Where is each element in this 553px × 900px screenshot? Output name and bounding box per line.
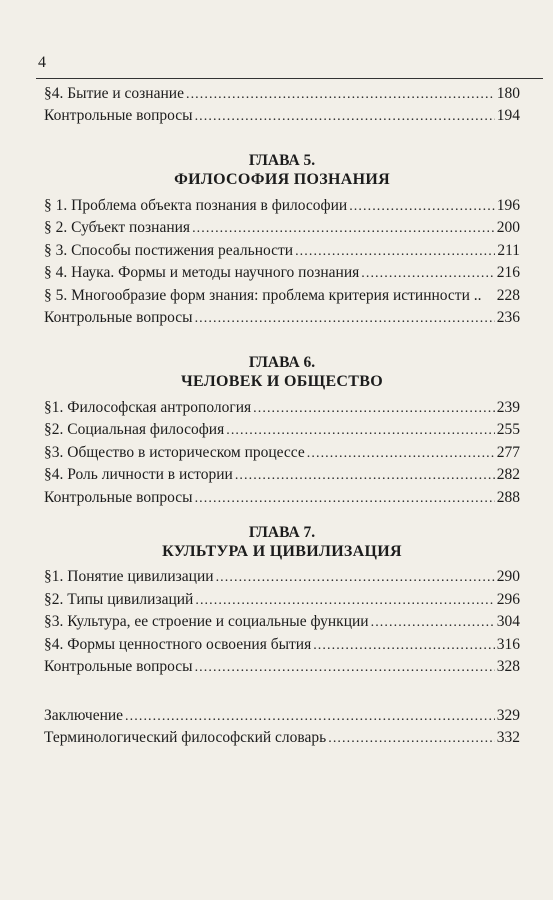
- toc-entry-page: 316: [496, 635, 520, 653]
- toc-entry[interactable]: [44, 417, 520, 440]
- toc-leader: [195, 311, 495, 327]
- toc-entry[interactable]: [44, 215, 520, 238]
- chapter-7-heading: ГЛАВА 7.: [248, 523, 316, 541]
- chapter-5-heading: ГЛАВА 5.: [248, 152, 316, 169]
- toc-entry[interactable]: [44, 586, 520, 609]
- table-of-contents: [44, 80, 520, 747]
- toc-entry[interactable]: [44, 192, 520, 215]
- page-number: 4: [38, 54, 46, 71]
- toc-leader: [349, 199, 495, 215]
- toc-entry-page: 277: [496, 443, 520, 461]
- toc-entry-label: Терминологический философский словарь: [44, 729, 327, 746]
- toc-entry-label: §4. Бытие и сознание: [44, 84, 184, 102]
- toc-entry-label: § 3. Способы постижения реальности: [44, 241, 294, 259]
- toc-entry-label: Заключение: [44, 706, 124, 724]
- toc-leader: [216, 570, 495, 586]
- toc-entry-label: §4. Формы ценностного освоения бытия: [44, 635, 312, 653]
- toc-leader: [195, 660, 495, 676]
- toc-entry-label: §3. Общество в историческом процессе: [44, 443, 305, 461]
- toc-leader: [253, 401, 495, 417]
- toc-entry-label: § 1. Проблема объекта познания в философии: [44, 196, 348, 214]
- toc-entry[interactable]: [44, 564, 520, 587]
- chapter-6-heading: ГЛАВА 6.: [248, 354, 316, 371]
- toc-leader: [226, 423, 495, 439]
- toc-entry-page: 236: [496, 309, 520, 326]
- toc-entry-label: §1. Философская антропология: [44, 398, 252, 416]
- toc-leader: [235, 468, 495, 484]
- toc-entry-page: 304: [496, 613, 520, 630]
- toc-leader: [125, 709, 495, 725]
- toc-entry-page: 194: [496, 107, 520, 124]
- toc-entry-label: Контрольные вопросы: [44, 309, 193, 326]
- toc-entry[interactable]: [44, 462, 520, 485]
- toc-leader: [313, 638, 495, 654]
- toc-entry-label: § 2. Субъект познания: [44, 219, 191, 236]
- toc-entry[interactable]: [44, 654, 520, 677]
- toc-entry-page: 290: [496, 568, 520, 585]
- toc-entry-label: §3. Культура, ее строение и социальные функции: [44, 613, 369, 630]
- toc-entry[interactable]: [44, 394, 520, 417]
- chapter-5-title: ФИЛОСОФИЯ ПОЗНАНИЯ: [174, 171, 390, 188]
- toc-leader: [307, 446, 495, 462]
- toc-leader: [195, 593, 494, 609]
- chapter-6-title: ЧЕЛОВЕК И ОБЩЕСТВО: [181, 373, 383, 390]
- toc-entry-label: §4. Роль личности в истории: [44, 466, 233, 483]
- toc-entry-label: Контрольные вопросы: [44, 658, 193, 675]
- toc-leader: [361, 266, 495, 282]
- toc-entry[interactable]: [44, 702, 520, 725]
- toc-leader: [192, 221, 495, 237]
- toc-entry[interactable]: [44, 631, 520, 654]
- toc-entry-page: 329: [496, 706, 520, 724]
- toc-entry[interactable]: [44, 725, 520, 748]
- toc-entry-page: 282: [496, 466, 520, 483]
- toc-entry[interactable]: [44, 103, 520, 126]
- toc-entry[interactable]: [44, 237, 520, 260]
- toc-entry[interactable]: [44, 439, 520, 462]
- toc-entry[interactable]: [44, 282, 520, 305]
- toc-entry-page: 255: [496, 421, 520, 438]
- toc-leader: [295, 244, 495, 260]
- toc-leader: [328, 731, 495, 747]
- toc-leader: [186, 87, 495, 103]
- toc-entry-label: § 5. Многообразие форм знания: проблема критерия истинности ..: [44, 286, 482, 304]
- toc-entry-page: 239: [496, 398, 520, 416]
- toc-entry-page: 196: [496, 196, 520, 214]
- toc-entry-page: 296: [496, 590, 520, 608]
- toc-entry-page: 211: [497, 241, 520, 259]
- toc-entry[interactable]: [44, 609, 520, 632]
- toc-entry-page: 332: [496, 729, 520, 746]
- toc-entry[interactable]: [44, 80, 520, 103]
- toc-entry-page: 216: [496, 264, 520, 281]
- toc-leader: [371, 615, 495, 631]
- toc-entry-label: §1. Понятие цивилизации: [44, 568, 214, 585]
- toc-entry-label: Контрольные вопросы: [44, 107, 193, 124]
- toc-entry-page: 328: [496, 658, 520, 675]
- toc-leader: [195, 491, 495, 507]
- toc-entry[interactable]: [44, 260, 520, 283]
- toc-entry-page: 180: [496, 84, 520, 102]
- toc-entry-page: 288: [496, 488, 520, 506]
- toc-entry-label: § 4. Наука. Формы и методы научного познания: [44, 264, 360, 281]
- toc-entry-page: 228: [496, 286, 520, 304]
- toc-entry-page: 200: [496, 219, 520, 236]
- toc-entry-label: Контрольные вопросы: [44, 488, 193, 506]
- toc-entry-label: §2. Типы цивилизаций: [44, 590, 194, 608]
- header-rule: [36, 78, 543, 79]
- toc-entry-label: §2. Социальная философия: [44, 421, 225, 438]
- toc-entry[interactable]: [44, 305, 520, 328]
- toc-leader: [195, 109, 495, 125]
- toc-entry[interactable]: [44, 484, 520, 507]
- chapter-7-title: КУЛЬТУРА И ЦИВИЛИЗАЦИЯ: [162, 542, 402, 560]
